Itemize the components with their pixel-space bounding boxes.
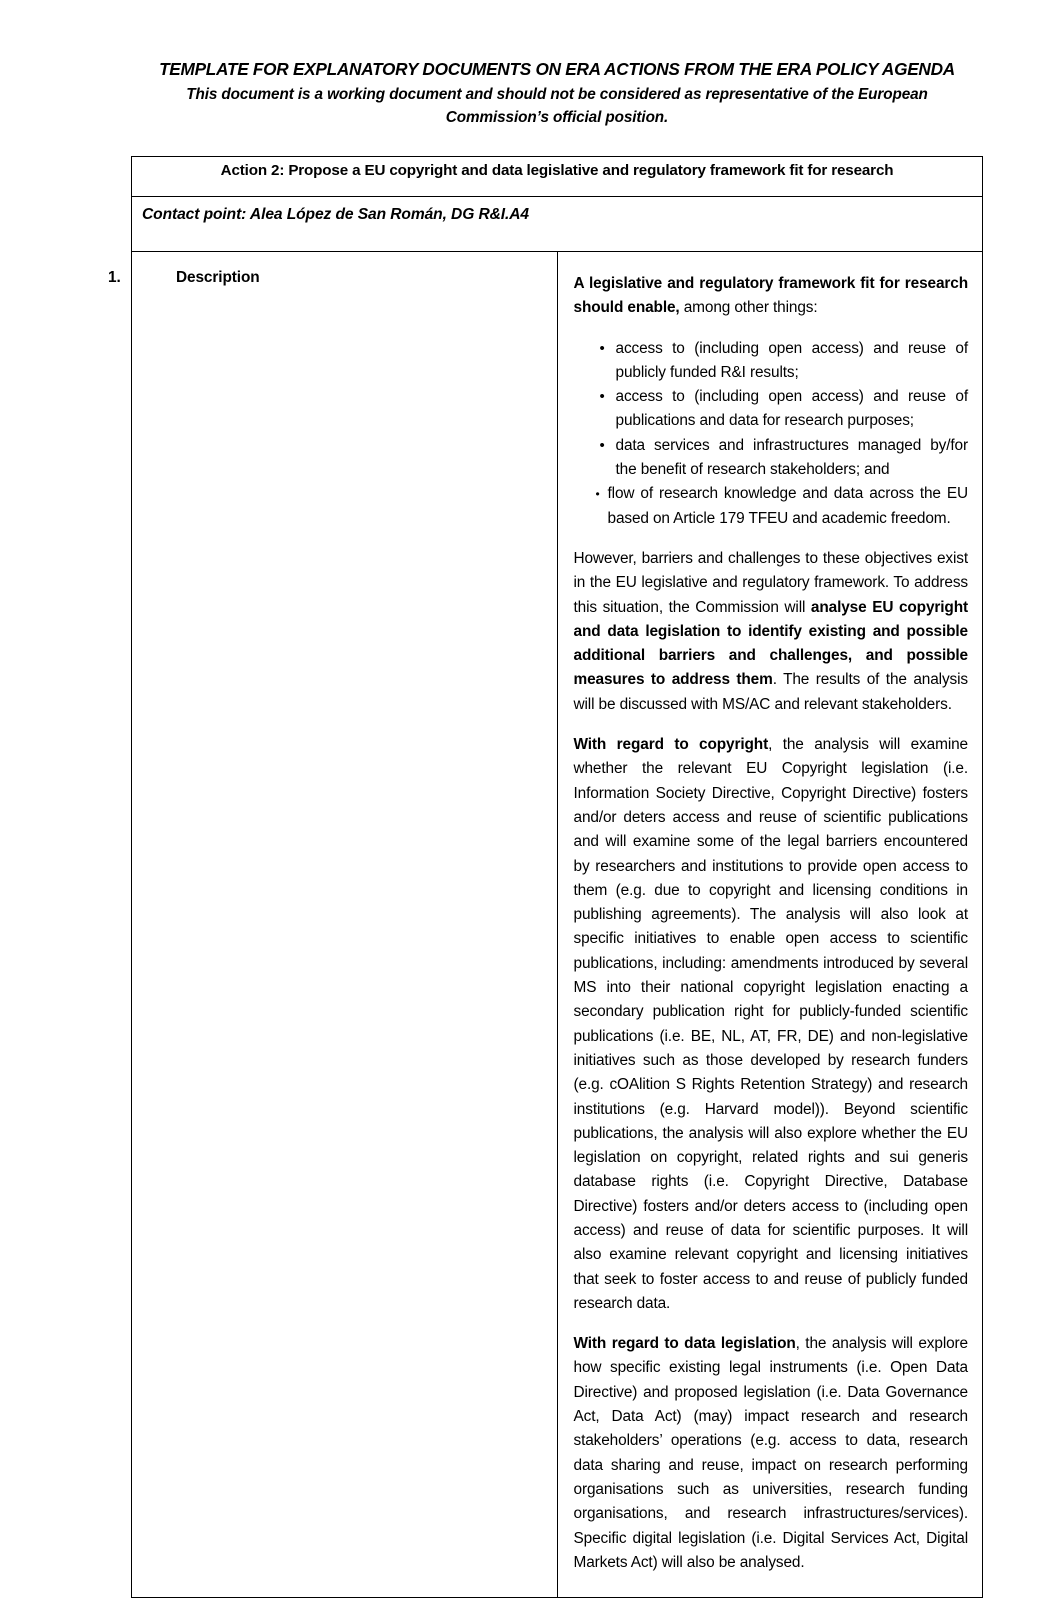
bullet-icon: •: [599, 388, 605, 406]
data-legislation-lead-bold: With regard to data legislation: [573, 1335, 796, 1353]
list-item: [574, 337, 969, 386]
section-label: [108, 268, 547, 288]
description-body-cell: [557, 252, 983, 1598]
however-part2: . The results of the analysis will be discussed with MS/AC and relevant stakeholders.: [573, 671, 968, 713]
document-header: [131, 58, 983, 129]
document-header-title: TEMPLATE FOR EXPLANATORY DOCUMENTS ON ERA ACTIONS FROM THE ERA POLICY AGENDA: [159, 59, 955, 79]
document-header-subtitle: This document is a working document and should not be considered as representative of the European Commission’s official position.: [186, 86, 928, 126]
intro-paragraph: [574, 272, 969, 321]
contact-point-text: Contact point: Alea López de San Román, DG R&I.A4: [142, 206, 529, 223]
table-row-description: [132, 252, 983, 1598]
bullet-icon: •: [599, 436, 605, 454]
bullet-icon: •: [595, 487, 600, 502]
copyright-lead-bold: With regard to copyright: [573, 736, 769, 754]
however-bold: analyse EU copyright and data legislation to identify existing and possible additional barriers and challenges, and possible measures to address them: [573, 598, 968, 689]
paragraph-however: [574, 547, 969, 717]
description-label-cell: [108, 252, 558, 1598]
intro-bold-text: A legislative and regulatory framework fit for research should enable,: [573, 275, 968, 317]
enable-bullet-list: [574, 337, 969, 531]
action-title-cell: [132, 157, 983, 197]
list-item: [574, 482, 969, 531]
list-item: [574, 434, 969, 483]
table-row-action-title: [132, 157, 983, 197]
section-number: 1.: [108, 269, 121, 286]
contact-point-cell: [132, 197, 983, 252]
intro-rest-text: among other things:: [679, 299, 818, 317]
list-item-text: data services and infrastructures managed by/for the benefit of research stakeholders; and: [615, 436, 968, 479]
paragraph-data-legislation: [574, 1332, 969, 1575]
list-item-text: access to (including open access) and reuse of publications and data for research purposes;: [615, 388, 968, 430]
bullet-icon: •: [599, 339, 605, 357]
data-legislation-body: , the analysis will explore how specific existing legal instruments (i.e. Open Data Directive) and proposed legislation (i.e. Data Governance Act, Data Act) (may) impact research and research stakeholders’ operations (e.g. access to data, research data sharing and reuse, impact on research performing organisations such as universities, research funding organisations, and research infrastructures/services). Specific digital legislation (i.e. Digital Services Act, Digital Markets Act) will also be analysed.: [573, 1335, 968, 1571]
action-table: [108, 156, 983, 1598]
copyright-body: , the analysis will examine whether the relevant EU Copyright legislation (i.e. Information Society Directive, Copyright Directive) fosters and/or deters access and reuse of scientific publications and will examine some of the legal barriers encountered by researchers and institutions to provide open access to them (e.g. due to copyright and licensing conditions in publishing agreements). The analysis will also look at specific initiatives to enable open access to scientific publications, including: amendments introduced by several MS into their national copyright legislation enacting a secondary publication right for publicly-funded scientific publications (i.e. BE, NL, AT, FR, DE) and non-legislative initiatives such as those developed by research funders (e.g. cOAlition S Rights Retention Strategy) and research institutions (e.g. Harvard model)). Beyond scientific publications, the analysis will also explore whether the EU legislation on copyright, related rights and sui generis database rights (i.e. Copyright Directive, Database Directive) fosters and/or deters access to (including open access) and reuse of data for scientific purposes. It will also examine relevant copyright and licensing initiatives that seek to foster access to and reuse of publicly funded research data.: [573, 736, 968, 1312]
list-item: [574, 385, 969, 434]
list-item-text: access to (including open access) and reuse of publicly funded R&I results;: [615, 339, 968, 381]
however-part1: However, barriers and challenges to these objectives exist in the EU legislative and regulatory framework. To address this situation, the Commission will: [573, 549, 968, 616]
table-row-contact-point: [132, 197, 983, 252]
list-item-text: flow of research knowledge and data across the EU based on Article 179 TFEU and academic freedom.: [607, 485, 968, 527]
section-label-text: Description: [176, 269, 260, 286]
paragraph-copyright: [574, 733, 969, 1316]
action-title-text: Action 2: Propose a EU copyright and data legislative and regulatory framework fit for research: [220, 162, 894, 179]
